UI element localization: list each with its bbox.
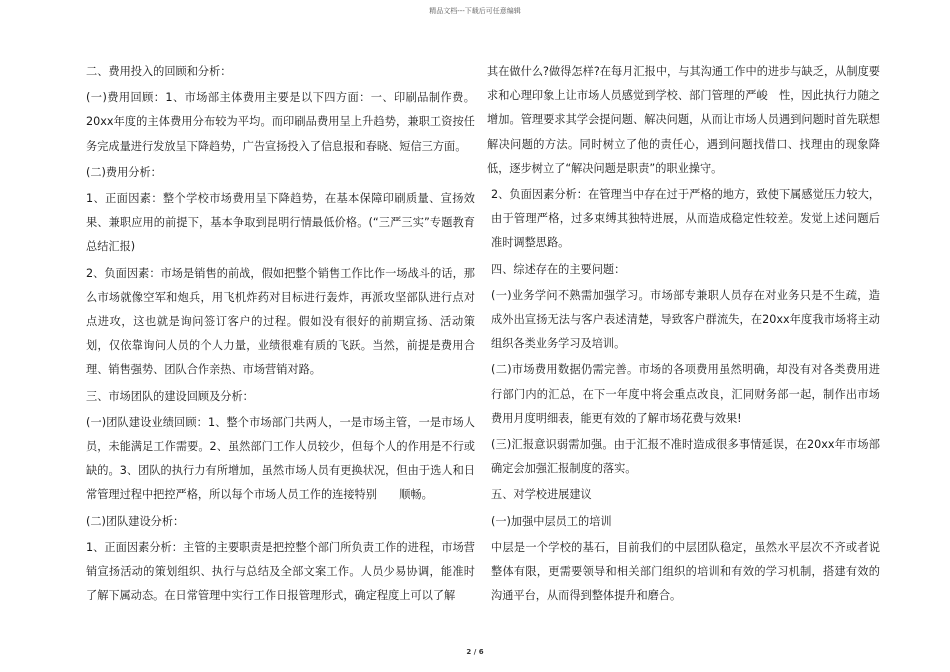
paragraph: 2、负面因素：市场是销售的前战，假如把整个销售工作比作一场战斗的话，那么市场就像空军和炮兵，用飞机炸药对目标进行轰炸，再派攻坚部队进行点对点进攻，这也就是询问签订客户的过程。假如没有很好的前期宣扬、活动策划，仅依靠询问人员的个人力量，业绩很难有质的飞跃。当然，前提是费用合理、销售强势、团队合作亲热、市场营销对路。	[86, 266, 475, 377]
paragraph: (一)费用回顾：1、市场部主体费用主要是以下四方面：一、印刷品制作费。20xx年度的主体费用分布较为平均。而印刷品费用呈上升趋势，兼职工资按任务完成量进行发放呈下降趋势，广告宣扬投入了信息报和春晓、短信三方面。	[86, 91, 475, 153]
subsection-heading: (二)费用分析：	[86, 165, 162, 179]
paragraph: (一)团队建设业绩回顾：1、整个市场部门共两人，一是市场主管，一是市场人员，未能满足工作需要。2、虽然部门工作人员较少，但每个人的作用是不行或缺的。3、团队的执行力有所增加，虽然市场人员有更换状况，但由于选人和日常管理过程中把控严格，所以每个市场人员工作的连接特别 顺畅。	[86, 415, 475, 502]
subsection-heading: (二)团队建设分析：	[86, 514, 185, 528]
right-column	[487, 60, 880, 610]
section-heading: 二、费用投入的回顾和分析：	[86, 65, 232, 78]
left-column	[82, 60, 475, 610]
paragraph: 其在做什么?做得怎样?在每月汇报中，与其沟通工作中的进步与缺乏，从制度要求和心理印象上让市场人员感觉到学校、部门管理的严峻 性，因此执行力随之增加。管理要求其学会提问题、解决问题，从而让市场人员遇到问题时首先联想解决问题的方法。同时树立了他的责任心，遇到问题找借口、找理由的现象降低，逐步树立了“解决问题是职责”的职业操守。	[487, 65, 880, 175]
subsection-heading: (一)加强中层员工的培训	[491, 514, 612, 528]
paragraph: (三)汇报意识弱需加强。由于汇报不准时造成很多事情延误，在20xx年市场部确定会加强汇报制度的落实。	[491, 438, 880, 476]
section-heading: 三、市场团队的建设回顾及分析：	[86, 389, 254, 403]
paragraph: (二)市场费用数据仍需完善。市场的各项费用虽然明确，却没有对各类费用进行部门内的汇总，在下一年度中将会重点改良，汇同财务部一起，制作出市场费用月度明细表，能更有效的了解市场花费与效果!	[491, 363, 880, 425]
page-number: 2 / 6	[466, 648, 484, 656]
section-heading: 四、综述存在的主要问题：	[491, 262, 626, 276]
paragraph: 2、负面因素分析：在管理当中存在过于严格的地方，致使下属感觉压力较大，由于管理严格，过多束缚其独特进展，从而造成稳定性较差。发觉上述问题后准时调整思路。	[491, 188, 880, 250]
paragraph: 1、正面因素分析：主管的主要职责是把控整个部门所负责工作的进程，市场营销宣扬活动的策划组织、执行与总结及全部文案工作。人员少易协调，能准时了解下属动态。在日常管理中实行工作日报管理形式，确定程度上可以了解	[86, 540, 475, 603]
paragraph: 1、正面因素：整个学校市场费用呈下降趋势，在基本保障印刷质量、宣扬效果、兼职应用的前提下，基本争取到昆明行情最低价格。(“三严三实”专题教育总结汇报)	[86, 192, 475, 254]
paragraph: 中层是一个学校的基石，目前我们的中层团队稳定，虽然水平层次不齐或者说整体有限，更需要领导和相关部门组织的培训和有效的学习机制，搭建有效的沟通平台，从而得到整体提升和磨合。	[491, 540, 880, 603]
page-header: 精品文档---下载后可任意编辑	[429, 7, 521, 15]
paragraph: (一)业务学问不熟需加强学习。市场部专兼职人员存在对业务只是不生疏，造成外出宣扬无法与客户表述清楚，导致客户群流失，在20xx年度我市场将主动组织各类业务学习及培训。	[491, 288, 880, 351]
section-heading: 五、对学校进展建议	[491, 488, 592, 502]
